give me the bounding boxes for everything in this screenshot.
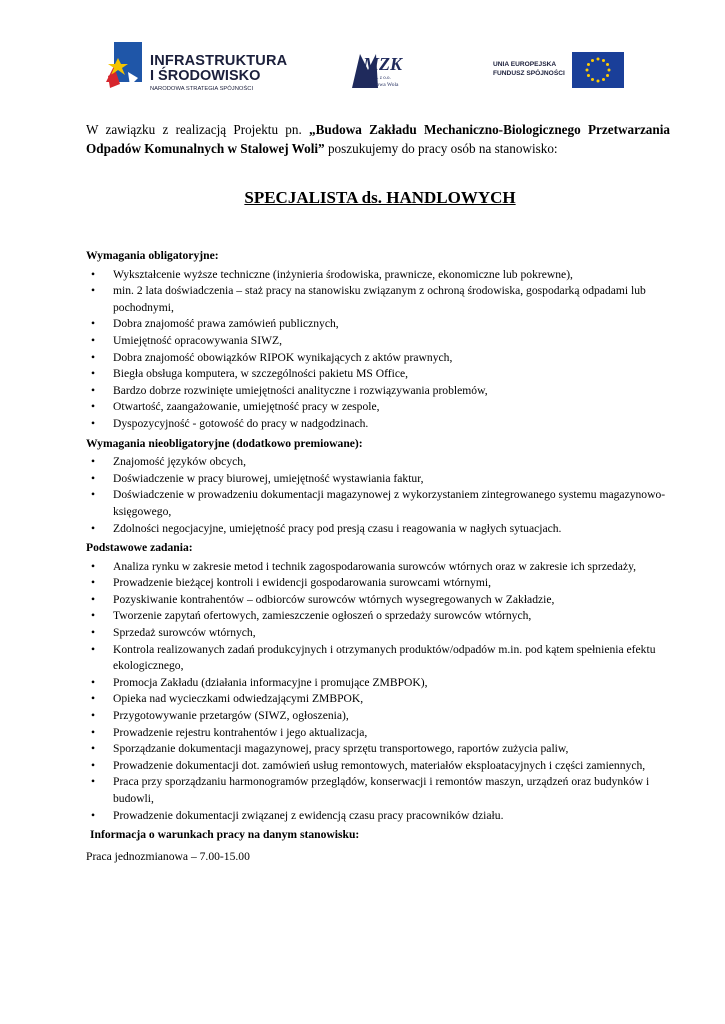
list-item [86,383,680,400]
list-item [86,316,680,333]
list-item-text: Zdolności negocjacyjne, umiejętność pracy pod presją czasu i reagowania w nagłych sytuacjach. [113,521,562,535]
mzk-logo-sub2: Stalowa Wola [368,82,399,88]
bullet-icon: • [90,626,96,640]
list-item-text: Otwartość, zaangażowanie, umiejętność pracy w zespole, [113,400,380,414]
work-info-text: Praca jednozmianowa – 7.00-15.00 [86,849,250,863]
bullet-icon: • [90,317,96,331]
list-item-text: Prowadzenie dokumentacji dot. zamówień usług remontowych, materiałów eksploatacyjnych i części zamiennych, [113,758,646,772]
mzk-logo-main: MZK [363,54,403,74]
list-item [86,487,680,520]
list-item-text: Analiza rynku w zakresie metod i technik zagospodarowania surowców wtórnych oraz w zakresie ich sprzedaży, [113,559,637,573]
eu-star-icon [597,80,600,83]
list-item [86,454,680,471]
eu-logo-line2: FUNDUSZ SPÓJNOŚCI [493,70,565,77]
list-item [86,575,680,592]
bullet-icon: • [90,383,96,397]
intro-before: W zawiązku z realizacją Projektu pn. [86,122,310,137]
bullet-icon: • [90,267,96,281]
list-item [86,725,680,742]
bullet-icon: • [90,284,96,298]
bullet-icon: • [90,559,96,573]
job-title: SPECJALISTA ds. HANDLOWYCH [244,188,516,207]
list-item-text: Sprzedaż surowców wtórnych, [113,626,256,640]
list-item [86,267,680,284]
bullet-icon: • [90,576,96,590]
list-item [86,691,680,708]
bullet-icon: • [90,758,96,772]
list-item-text: Praca przy sporządzaniu harmonogramów przeglądów, konserwacji i remontów maszyn, urządzeń oraz budynków i budowli, [113,775,650,805]
bullet-icon: • [90,609,96,623]
eu-star-icon [591,78,594,81]
mandatory-list [86,267,680,433]
bullet-icon: • [90,400,96,414]
list-item-text: Umiejętność opracowywania SIWZ, [113,333,283,347]
list-item [86,350,680,367]
eu-star-icon [591,59,594,62]
bullet-icon: • [90,350,96,364]
list-item [86,399,680,416]
bullet-icon: • [90,775,96,789]
list-item-text: Promocja Zakładu (działania informacyjne i promujące ZMBPOK), [113,675,428,689]
list-item-text: Znajomość języków obcych, [113,455,246,469]
eu-star-icon [597,58,600,61]
bullet-icon: • [90,742,96,756]
eu-star-icon [606,63,609,66]
bullet-icon: • [90,521,96,535]
list-item-text: Prowadzenie rejestru kontrahentów i jego aktualizacja, [113,725,368,739]
bullet-icon: • [90,333,96,347]
mandatory-heading: Wymagania obligatoryjne: [86,249,219,262]
list-item-text: Dyspozycyjność - gotowość do pracy w nadgodzinach. [113,416,369,430]
list-item-text: Prowadzenie bieżącej kontroli i ewidencji gospodarowania surowcami wtórnymi, [113,576,491,590]
mzk-logo-sub1: Sp. z o.o. [372,76,391,81]
bullet-icon: • [90,692,96,706]
tasks-list [86,559,680,825]
list-item [86,416,680,433]
job-content [86,248,680,865]
bullet-icon: • [90,725,96,739]
list-item [86,808,680,825]
list-item-text: Opieka nad wycieczkami odwiedzającymi ZMBPOK, [113,692,364,706]
list-item-text: Pozyskiwanie kontrahentów – odbiorców surowców wtórnych wysegregowanych w Zakładzie, [113,592,555,606]
eu-flag-icon [572,52,624,88]
eu-star-icon [606,74,609,77]
list-item-text: Doświadczenie w prowadzeniu dokumentacji magazynowej z wykorzystaniem zintegrowanego systemu magazynowo-księgowego, [113,488,666,518]
infrastruktura-flag-icon [106,42,142,92]
list-item-text: Wykształcenie wyższe techniczne (inżynieria środowiska, prawnicze, ekonomiczne lub pokrewne), [113,267,573,281]
bullet-icon: • [90,488,96,502]
bullet-icon: • [90,808,96,822]
project-name: „Budowa Zakładu Mechaniczno-Biologicznego Przetwarzania Odpadów Komunalnych w Stalowej Woli” [86,122,670,156]
bullet-icon: • [90,416,96,430]
intro-paragraph [86,120,670,158]
list-item-text: Przygotowywanie przetargów (SIWZ, ogłoszenia), [113,709,349,723]
bullet-icon: • [90,642,96,656]
list-item [86,592,680,609]
list-item [86,708,680,725]
infrastruktura-logo [106,42,288,102]
bullet-icon: • [90,709,96,723]
list-item-text: Doświadczenie w pracy biurowej, umiejętność wystawiania faktur, [113,471,424,485]
list-item [86,471,680,488]
infrastruktura-logo-line2: I ŚRODOWISKO [150,68,261,84]
list-item-text: Dobra znajomość prawa zamówień publicznych, [113,317,339,331]
eu-logo-line1: UNIA EUROPEJSKA [493,61,557,68]
intro-after: poszukujemy do pracy osób na stanowisko: [324,141,558,156]
tasks-heading: Podstawowe zadania: [86,541,193,555]
list-item-text: Sporządzanie dokumentacji magazynowej, pracy sprzętu transportowego, raportów zużycia paliw, [113,742,569,756]
header [0,0,725,110]
optional-list [86,454,680,537]
list-item [86,333,680,350]
list-item [86,642,680,675]
list-item-text: Biegła obsługa komputera, w szczególności pakietu MS Office, [113,367,409,381]
list-item-text: Bardzo dobrze rozwinięte umiejętności analityczne i rozwiązywania problemów, [113,383,488,397]
list-item [86,774,680,807]
list-item-text: Prowadzenie dokumentacji związanej z ewidencją czasu pracy pracowników działu. [113,808,504,822]
list-item [86,625,680,642]
eu-star-icon [587,74,590,77]
list-item-text: Tworzenie zapytań ofertowych, zamieszczenie ogłoszeń o sprzedaży surowców wtórnych, [113,609,532,623]
list-item [86,559,680,576]
mzk-logo [348,48,414,90]
list-item [86,521,680,538]
optional-heading: Wymagania nieobligatoryjne (dodatkowo premiowane): [86,436,363,450]
work-info-heading: Informacja o warunkach pracy na danym stanowisku: [90,828,360,842]
list-item-text: Kontrola realizowanych zadań produkcyjnych i otrzymanych produktów/odpadów m.in. pod kątem spełnienia efektu ekologicznego, [113,642,656,673]
list-item [86,283,680,316]
list-item-text: Dobra znajomość obowiązków RIPOK wynikających z aktów prawnych, [113,350,453,364]
list-item [86,366,680,383]
list-item [86,741,680,758]
infrastruktura-logo-line1: INFRASTRUKTURA [150,53,288,69]
list-item [86,608,680,625]
bullet-icon: • [90,367,96,381]
infrastruktura-logo-line3: NARODOWA STRATEGIA SPÓJNOŚCI [150,86,254,92]
eu-star-icon [602,59,605,62]
list-item [86,758,680,775]
eu-star-icon [608,69,611,72]
eu-logo [493,52,625,88]
bullet-icon: • [90,675,96,689]
eu-star-icon [602,78,605,81]
bullet-icon: • [90,455,96,469]
eu-star-icon [586,69,589,72]
bullet-icon: • [90,471,96,485]
list-item-text: min. 2 lata doświadczenia – staż pracy na stanowisku związanym z ochroną środowiska, gospodarką odpadami lub pochodnymi, [113,284,646,314]
mzk-emblem-icon [348,48,414,90]
bullet-icon: • [90,592,96,606]
list-item [86,675,680,692]
eu-star-icon [587,63,590,66]
